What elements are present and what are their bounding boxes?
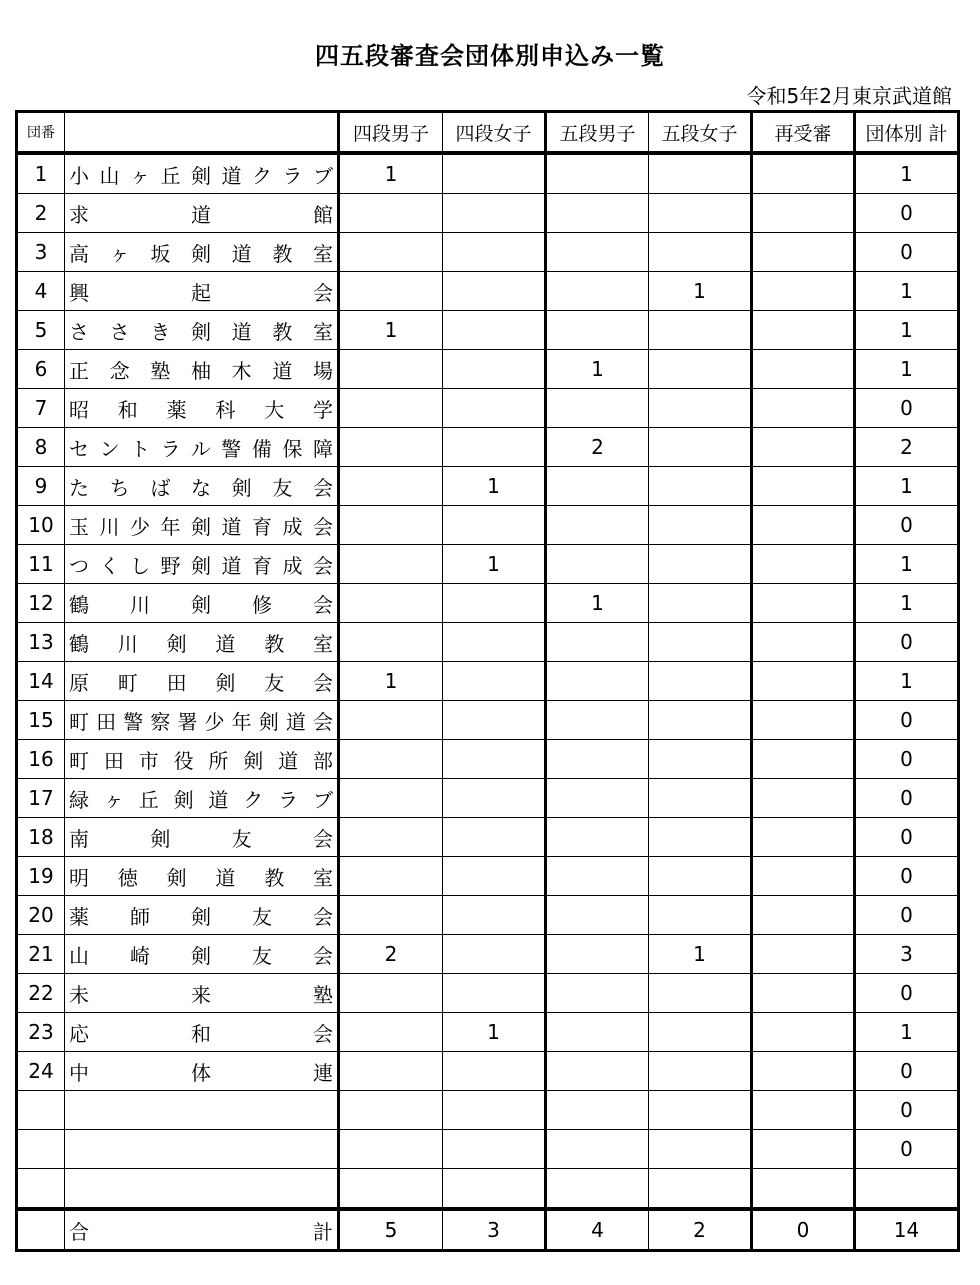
table-row bbox=[17, 428, 959, 467]
table-row bbox=[17, 153, 959, 194]
row-yondan-male bbox=[339, 857, 443, 896]
row-yondan-male bbox=[339, 194, 443, 233]
row-yondan-female bbox=[443, 623, 546, 662]
row-godan-male: 1 bbox=[546, 350, 649, 389]
row-yondan-male: 2 bbox=[339, 935, 443, 974]
row-group-name: ささき剣道教室 bbox=[65, 311, 339, 350]
header-yondan-female: 四段女子 bbox=[443, 112, 546, 154]
row-yondan-female bbox=[443, 701, 546, 740]
row-resit bbox=[752, 1052, 855, 1091]
table-row bbox=[17, 1052, 959, 1091]
row-yondan-male bbox=[339, 1013, 443, 1052]
row-godan-male bbox=[546, 701, 649, 740]
row-yondan-female bbox=[443, 1130, 546, 1169]
row-yondan-male bbox=[339, 623, 443, 662]
row-group-name bbox=[65, 1091, 339, 1130]
totals-yondan-male: 5 bbox=[339, 1209, 443, 1251]
row-godan-male bbox=[546, 1052, 649, 1091]
row-yondan-male bbox=[339, 740, 443, 779]
row-total: 0 bbox=[855, 740, 959, 779]
row-godan-female bbox=[649, 467, 752, 506]
row-godan-female bbox=[649, 896, 752, 935]
row-godan-male bbox=[546, 272, 649, 311]
row-no: 24 bbox=[17, 1052, 65, 1091]
row-group-name: セントラル警備保障 bbox=[65, 428, 339, 467]
row-no bbox=[17, 1091, 65, 1130]
row-yondan-female bbox=[443, 779, 546, 818]
row-resit bbox=[752, 818, 855, 857]
row-total: 0 bbox=[855, 1052, 959, 1091]
row-godan-female bbox=[649, 779, 752, 818]
totals-label: 合計 bbox=[65, 1209, 339, 1251]
table-row bbox=[17, 1169, 959, 1210]
row-total: 0 bbox=[855, 818, 959, 857]
row-yondan-female bbox=[443, 233, 546, 272]
row-resit bbox=[752, 974, 855, 1013]
totals-row bbox=[17, 1209, 959, 1251]
row-yondan-male bbox=[339, 545, 443, 584]
row-resit bbox=[752, 1091, 855, 1130]
table-row bbox=[17, 545, 959, 584]
row-yondan-male bbox=[339, 1169, 443, 1210]
row-group-name: 町田市役所剣道部 bbox=[65, 740, 339, 779]
row-godan-male bbox=[546, 623, 649, 662]
row-resit bbox=[752, 1013, 855, 1052]
row-total: 0 bbox=[855, 701, 959, 740]
header-yondan-male: 四段男子 bbox=[339, 112, 443, 154]
row-group-name: 町田警察署少年剣道会 bbox=[65, 701, 339, 740]
row-godan-female bbox=[649, 428, 752, 467]
row-group-name: 高ヶ坂剣道教室 bbox=[65, 233, 339, 272]
row-yondan-female: 1 bbox=[443, 467, 546, 506]
row-group-name: 原町田剣友会 bbox=[65, 662, 339, 701]
row-godan-male bbox=[546, 311, 649, 350]
row-no: 20 bbox=[17, 896, 65, 935]
table-row bbox=[17, 467, 959, 506]
row-godan-male bbox=[546, 1169, 649, 1210]
table-row bbox=[17, 506, 959, 545]
table-row bbox=[17, 194, 959, 233]
row-resit bbox=[752, 779, 855, 818]
row-no: 21 bbox=[17, 935, 65, 974]
row-group-name: 中体連 bbox=[65, 1052, 339, 1091]
row-godan-female bbox=[649, 701, 752, 740]
table-row bbox=[17, 350, 959, 389]
row-no: 3 bbox=[17, 233, 65, 272]
row-yondan-female bbox=[443, 662, 546, 701]
row-no bbox=[17, 1130, 65, 1169]
row-godan-male bbox=[546, 662, 649, 701]
table-row bbox=[17, 779, 959, 818]
page-title: 四五段審査会団体別申込み一覧 bbox=[315, 42, 665, 70]
row-godan-male bbox=[546, 896, 649, 935]
row-yondan-female bbox=[443, 1169, 546, 1210]
totals-godan-female: 2 bbox=[649, 1209, 752, 1251]
row-total: 1 bbox=[855, 1013, 959, 1052]
row-group-name: 明徳剣道教室 bbox=[65, 857, 339, 896]
table-row bbox=[17, 233, 959, 272]
row-total: 1 bbox=[855, 662, 959, 701]
row-total: 1 bbox=[855, 311, 959, 350]
row-godan-male: 1 bbox=[546, 584, 649, 623]
row-group-name: たちばな剣友会 bbox=[65, 467, 339, 506]
row-total: 1 bbox=[855, 350, 959, 389]
row-group-name: 昭和薬科大学 bbox=[65, 389, 339, 428]
row-godan-male bbox=[546, 153, 649, 194]
row-yondan-male bbox=[339, 701, 443, 740]
row-godan-female bbox=[649, 233, 752, 272]
row-yondan-male bbox=[339, 818, 443, 857]
row-yondan-female: 1 bbox=[443, 545, 546, 584]
row-godan-male bbox=[546, 818, 649, 857]
table-row bbox=[17, 272, 959, 311]
row-godan-female bbox=[649, 1130, 752, 1169]
row-resit bbox=[752, 389, 855, 428]
row-yondan-male bbox=[339, 584, 443, 623]
row-total: 1 bbox=[855, 467, 959, 506]
row-total: 3 bbox=[855, 935, 959, 974]
row-yondan-male bbox=[339, 233, 443, 272]
row-godan-male bbox=[546, 974, 649, 1013]
row-no: 23 bbox=[17, 1013, 65, 1052]
row-yondan-female bbox=[443, 311, 546, 350]
totals-total: 14 bbox=[855, 1209, 959, 1251]
row-godan-female bbox=[649, 623, 752, 662]
row-no: 11 bbox=[17, 545, 65, 584]
row-yondan-female bbox=[443, 428, 546, 467]
row-group-name: 求道館 bbox=[65, 194, 339, 233]
table-row bbox=[17, 974, 959, 1013]
row-group-name bbox=[65, 1169, 339, 1210]
row-godan-male bbox=[546, 1013, 649, 1052]
row-total: 0 bbox=[855, 194, 959, 233]
row-godan-male bbox=[546, 857, 649, 896]
row-no: 8 bbox=[17, 428, 65, 467]
row-godan-female bbox=[649, 1169, 752, 1210]
totals-godan-male: 4 bbox=[546, 1209, 649, 1251]
table-row bbox=[17, 1013, 959, 1052]
row-resit bbox=[752, 1169, 855, 1210]
table-row bbox=[17, 896, 959, 935]
totals-resit: 0 bbox=[752, 1209, 855, 1251]
row-group-name: 正念塾柚木道場 bbox=[65, 350, 339, 389]
row-resit bbox=[752, 153, 855, 194]
totals-no bbox=[17, 1209, 65, 1251]
row-godan-male bbox=[546, 194, 649, 233]
row-godan-male: 2 bbox=[546, 428, 649, 467]
row-yondan-male bbox=[339, 896, 443, 935]
row-resit bbox=[752, 233, 855, 272]
row-resit bbox=[752, 272, 855, 311]
row-godan-female bbox=[649, 1013, 752, 1052]
row-no: 7 bbox=[17, 389, 65, 428]
row-total: 1 bbox=[855, 545, 959, 584]
row-yondan-female bbox=[443, 740, 546, 779]
row-total: 1 bbox=[855, 584, 959, 623]
row-no: 19 bbox=[17, 857, 65, 896]
row-group-name: 緑ヶ丘剣道クラブ bbox=[65, 779, 339, 818]
row-godan-female bbox=[649, 153, 752, 194]
row-yondan-female bbox=[443, 272, 546, 311]
row-resit bbox=[752, 506, 855, 545]
row-godan-male bbox=[546, 1091, 649, 1130]
row-no: 17 bbox=[17, 779, 65, 818]
row-godan-male bbox=[546, 740, 649, 779]
row-yondan-male bbox=[339, 1052, 443, 1091]
header-no: 団番 bbox=[17, 112, 65, 154]
row-godan-female: 1 bbox=[649, 935, 752, 974]
table-row bbox=[17, 623, 959, 662]
row-total: 1 bbox=[855, 153, 959, 194]
row-godan-female bbox=[649, 857, 752, 896]
row-godan-female: 1 bbox=[649, 272, 752, 311]
row-no: 5 bbox=[17, 311, 65, 350]
table-row bbox=[17, 584, 959, 623]
row-group-name bbox=[65, 1130, 339, 1169]
row-godan-male bbox=[546, 779, 649, 818]
row-godan-male bbox=[546, 233, 649, 272]
row-godan-male bbox=[546, 935, 649, 974]
row-yondan-male bbox=[339, 428, 443, 467]
table-row bbox=[17, 662, 959, 701]
row-resit bbox=[752, 857, 855, 896]
row-no: 6 bbox=[17, 350, 65, 389]
row-yondan-female bbox=[443, 389, 546, 428]
row-yondan-male: 1 bbox=[339, 311, 443, 350]
row-yondan-male bbox=[339, 272, 443, 311]
row-total bbox=[855, 1169, 959, 1210]
row-group-name: 南剣友会 bbox=[65, 818, 339, 857]
row-yondan-female bbox=[443, 194, 546, 233]
header-godan-male: 五段男子 bbox=[546, 112, 649, 154]
row-yondan-female: 1 bbox=[443, 1013, 546, 1052]
row-total: 0 bbox=[855, 974, 959, 1013]
row-no: 16 bbox=[17, 740, 65, 779]
header-name bbox=[65, 112, 339, 154]
row-group-name: 玉川少年剣道育成会 bbox=[65, 506, 339, 545]
table-row bbox=[17, 701, 959, 740]
table-row bbox=[17, 311, 959, 350]
row-resit bbox=[752, 350, 855, 389]
row-total: 0 bbox=[855, 1130, 959, 1169]
row-resit bbox=[752, 194, 855, 233]
registration-table bbox=[15, 110, 960, 1252]
row-godan-female bbox=[649, 350, 752, 389]
row-yondan-female bbox=[443, 153, 546, 194]
row-no: 14 bbox=[17, 662, 65, 701]
row-total: 0 bbox=[855, 506, 959, 545]
row-resit bbox=[752, 701, 855, 740]
row-yondan-female bbox=[443, 935, 546, 974]
row-resit bbox=[752, 467, 855, 506]
row-no: 9 bbox=[17, 467, 65, 506]
row-godan-female bbox=[649, 662, 752, 701]
header-row bbox=[17, 112, 959, 154]
row-yondan-male bbox=[339, 1130, 443, 1169]
row-resit bbox=[752, 545, 855, 584]
row-total: 2 bbox=[855, 428, 959, 467]
row-yondan-male: 1 bbox=[339, 153, 443, 194]
row-total: 0 bbox=[855, 857, 959, 896]
row-resit bbox=[752, 1130, 855, 1169]
row-yondan-female bbox=[443, 974, 546, 1013]
row-group-name: 未来塾 bbox=[65, 974, 339, 1013]
row-godan-female bbox=[649, 506, 752, 545]
row-total: 0 bbox=[855, 623, 959, 662]
row-resit bbox=[752, 428, 855, 467]
row-group-name: 鶴川剣修会 bbox=[65, 584, 339, 623]
table-row bbox=[17, 818, 959, 857]
row-total: 0 bbox=[855, 896, 959, 935]
row-no: 10 bbox=[17, 506, 65, 545]
header-resit: 再受審 bbox=[752, 112, 855, 154]
row-godan-male bbox=[546, 545, 649, 584]
row-no: 1 bbox=[17, 153, 65, 194]
row-godan-female bbox=[649, 1091, 752, 1130]
table-row bbox=[17, 1091, 959, 1130]
row-godan-male bbox=[546, 1130, 649, 1169]
row-no: 18 bbox=[17, 818, 65, 857]
row-resit bbox=[752, 896, 855, 935]
row-godan-female bbox=[649, 389, 752, 428]
row-group-name: 応和会 bbox=[65, 1013, 339, 1052]
row-no: 12 bbox=[17, 584, 65, 623]
row-yondan-male bbox=[339, 467, 443, 506]
row-resit bbox=[752, 662, 855, 701]
row-godan-female bbox=[649, 584, 752, 623]
table-row bbox=[17, 857, 959, 896]
row-yondan-male bbox=[339, 506, 443, 545]
row-godan-female bbox=[649, 818, 752, 857]
table-row bbox=[17, 389, 959, 428]
row-group-name: 薬師剣友会 bbox=[65, 896, 339, 935]
row-godan-female bbox=[649, 194, 752, 233]
row-total: 0 bbox=[855, 1091, 959, 1130]
row-total: 0 bbox=[855, 233, 959, 272]
row-resit bbox=[752, 584, 855, 623]
row-yondan-female bbox=[443, 818, 546, 857]
row-yondan-female bbox=[443, 350, 546, 389]
header-total: 団体別 計 bbox=[855, 112, 959, 154]
row-yondan-male: 1 bbox=[339, 662, 443, 701]
row-group-name: 小山ヶ丘剣道クラブ bbox=[65, 153, 339, 194]
row-yondan-male bbox=[339, 350, 443, 389]
row-resit bbox=[752, 935, 855, 974]
row-group-name: 鶴川剣道教室 bbox=[65, 623, 339, 662]
row-godan-female bbox=[649, 311, 752, 350]
row-godan-male bbox=[546, 506, 649, 545]
row-yondan-female bbox=[443, 506, 546, 545]
row-no: 15 bbox=[17, 701, 65, 740]
table-row bbox=[17, 1130, 959, 1169]
row-no: 13 bbox=[17, 623, 65, 662]
row-yondan-female bbox=[443, 857, 546, 896]
row-yondan-female bbox=[443, 584, 546, 623]
row-yondan-male bbox=[339, 779, 443, 818]
row-godan-female bbox=[649, 740, 752, 779]
row-godan-female bbox=[649, 545, 752, 584]
row-total: 0 bbox=[855, 779, 959, 818]
row-group-name: 興起会 bbox=[65, 272, 339, 311]
event-subtitle: 令和5年2月東京武道館 bbox=[746, 84, 952, 108]
row-no: 2 bbox=[17, 194, 65, 233]
row-yondan-male bbox=[339, 389, 443, 428]
header-godan-female: 五段女子 bbox=[649, 112, 752, 154]
row-yondan-female bbox=[443, 1091, 546, 1130]
row-godan-male bbox=[546, 467, 649, 506]
row-no: 4 bbox=[17, 272, 65, 311]
row-godan-female bbox=[649, 1052, 752, 1091]
row-yondan-female bbox=[443, 896, 546, 935]
totals-yondan-female: 3 bbox=[443, 1209, 546, 1251]
row-yondan-male bbox=[339, 974, 443, 1013]
row-yondan-male bbox=[339, 1091, 443, 1130]
row-group-name: 山崎剣友会 bbox=[65, 935, 339, 974]
row-group-name: つくし野剣道育成会 bbox=[65, 545, 339, 584]
row-resit bbox=[752, 623, 855, 662]
table-row bbox=[17, 740, 959, 779]
row-total: 0 bbox=[855, 389, 959, 428]
row-total: 1 bbox=[855, 272, 959, 311]
row-no bbox=[17, 1169, 65, 1210]
row-no: 22 bbox=[17, 974, 65, 1013]
table-row bbox=[17, 935, 959, 974]
row-yondan-female bbox=[443, 1052, 546, 1091]
row-godan-male bbox=[546, 389, 649, 428]
row-godan-female bbox=[649, 974, 752, 1013]
row-resit bbox=[752, 311, 855, 350]
row-resit bbox=[752, 740, 855, 779]
